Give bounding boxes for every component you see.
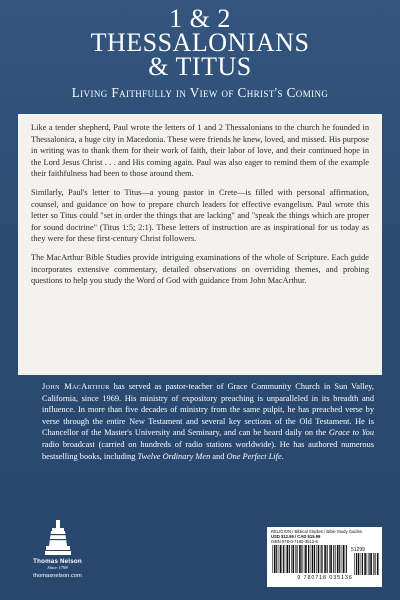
barcode-bar <box>274 545 276 573</box>
barcode-bar <box>337 545 339 573</box>
barcode-bar <box>330 545 332 573</box>
barcode-bar <box>370 553 372 575</box>
publisher-name: Thomas Nelson <box>33 558 82 565</box>
barcode-bar <box>356 553 357 575</box>
bio-text-2: radio broadcast (carried on hundreds of radio stations worldwide). He has authored numerous bestselling books, including <box>42 439 374 461</box>
barcode-price: USD $12.99 / CAD $15.99 <box>271 534 321 539</box>
barcode-bar <box>369 553 370 575</box>
bio-text-4: . <box>281 451 284 461</box>
barcode-bar <box>327 545 328 573</box>
publisher-lamp-icon <box>45 520 71 556</box>
barcode-bar <box>339 545 340 573</box>
bio-text-1: has served as pastor-teacher of Grace Community Church in Sun Valley, California, since 1969. His ministry of expository preaching is unparalleled in its breadth and influence. In more than five decades of ministry from the same pulpit, he has preached verse by verse through the entire New Testament and several key sections of the Old Testament. He is Chancellor of the Master's University and Seminary, and can be heard daily on the <box>42 382 375 438</box>
barcode-bar <box>322 545 323 573</box>
description-paragraph-2: Similarly, Paul's letter to Titus—a young pastor in Crete—is filled with personal affirmation, counsel, and guidance on how to prepare church leaders for effective evangelism. Paul wrote this letter so Titus could "set in order the things that are lacking" and "speak the things which are proper for sound doctrine" (Titus 1:5; 2:1). These letters of instruction are as inspirational for us today as they were for these first-century Christ followers. <box>31 187 369 244</box>
barcode-bar <box>375 553 376 575</box>
barcode-bar <box>297 545 298 573</box>
ean-barcode <box>271 545 349 575</box>
publisher-url: thomasnelson.com <box>33 573 82 579</box>
barcode-bar <box>354 553 355 575</box>
barcode-bar <box>321 545 322 573</box>
author-name: John MacArthur <box>42 382 110 391</box>
barcode-bar <box>343 545 345 573</box>
barcode-bar <box>301 545 302 573</box>
cover-header <box>0 6 400 101</box>
barcode-bar <box>361 553 362 575</box>
barcode-bar <box>272 545 273 573</box>
barcode-bar <box>318 545 320 573</box>
title-line-1: 1 & 2 <box>169 4 231 33</box>
barcode-price-code: 51299 <box>351 547 365 553</box>
barcode-bar <box>279 545 280 573</box>
barcode-bar <box>335 545 336 573</box>
barcode-category: RELIGION / Biblical Studies / Bible Study Guides <box>271 529 363 534</box>
subtitle: Living Faithfully in View of Christ's Coming <box>71 85 329 100</box>
barcode-bar <box>283 545 284 573</box>
barcode-bar <box>324 545 326 573</box>
title-line-2: THESSALONIANS <box>90 28 310 57</box>
description-paragraph-1: Like a tender shepherd, Paul wrote the letters of 1 and 2 Thessalonians to the church he founded in Thessalonica, a huge city in Macedonia. These were friends he knew, loved, and missed. His purpose in writing was to thank them for their work of faith, their labor of love, and their continued hope in the Lord Jesus Christ . . . and His coming again. Paul was also eager to remind them of the example their faithfulness had been to those around them. <box>31 123 369 179</box>
barcode-bar <box>285 545 286 573</box>
title-line-3: & TITUS <box>148 52 252 81</box>
barcode-bar <box>342 545 343 573</box>
barcode-digits: 9 780718 035136 <box>297 575 353 581</box>
barcode-bar <box>346 545 347 573</box>
barcode-bar <box>293 545 295 573</box>
barcode-bar <box>299 545 301 573</box>
bio-text-3: and <box>210 451 227 461</box>
barcode-bar <box>304 545 305 573</box>
barcode-bar <box>314 545 315 573</box>
publisher-logo <box>20 520 95 579</box>
barcode-bar <box>333 545 334 573</box>
barcode-bar <box>291 545 292 573</box>
barcode-isbn: ISBN 978-0-7180-3513-6 <box>271 539 318 544</box>
bio-book-title-2: One Perfect Life <box>226 451 282 461</box>
author-bio <box>42 381 374 462</box>
barcode-bar <box>312 545 314 573</box>
barcode-bar <box>373 553 374 575</box>
bio-book-title-1: Twelve Ordinary Men <box>137 451 211 461</box>
price-barcode <box>353 553 379 575</box>
barcode-bar <box>358 553 360 575</box>
description-paragraph-3: The MacArthur Bible Studies provide intriguing examinations of the whole of Scripture. Each guide incorporates extensive commentary, detailed observations on overriding themes, and probing questions to help you study the Word of God with guidance from John MacArthur. <box>31 252 369 286</box>
barcode-bar <box>308 545 309 573</box>
publisher-since: Since 1798 <box>47 565 68 570</box>
barcode-bar <box>295 545 296 573</box>
barcode-bar <box>377 553 379 575</box>
barcode-bar <box>329 545 330 573</box>
barcode-box <box>267 527 382 587</box>
barcode-bar <box>305 545 307 573</box>
barcode-row <box>271 545 378 582</box>
barcode-bar <box>280 545 282 573</box>
barcode-bar <box>289 545 290 573</box>
description-panel <box>18 114 382 375</box>
bio-show-title: Grace to You <box>328 428 374 438</box>
barcode-bar <box>287 545 289 573</box>
barcode-bar <box>364 553 366 575</box>
barcode-bar <box>310 545 311 573</box>
barcode-bar <box>367 553 368 575</box>
barcode-bar <box>316 545 317 573</box>
barcode-bar <box>362 553 363 575</box>
barcode-bar <box>276 545 277 573</box>
